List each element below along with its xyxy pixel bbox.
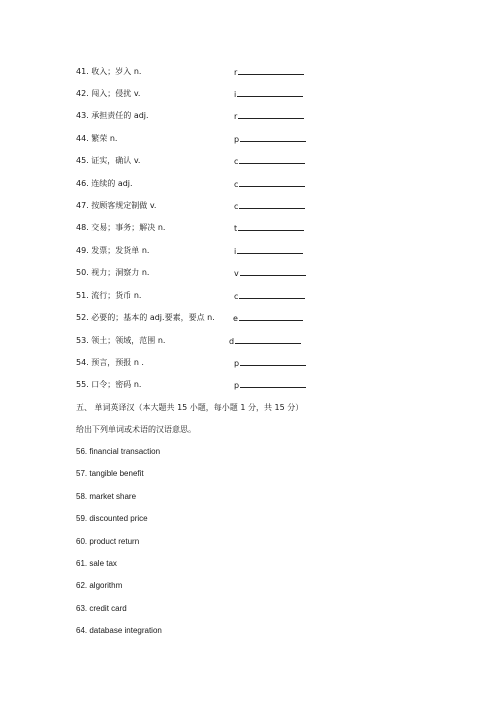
answer-blank-55[interactable]: p xyxy=(234,379,306,391)
question-50: 50. 视力；洞察力 n. xyxy=(76,268,150,277)
question-60: 60. product return xyxy=(76,537,140,546)
answer-blank-50[interactable]: v xyxy=(234,267,306,279)
answer-blank-46[interactable]: c xyxy=(234,178,305,190)
answer-blank-44[interactable]: p xyxy=(234,133,306,145)
question-52: 52. 必要的；基本的 adj.要素，要点 n. xyxy=(76,313,215,322)
question-53: 53. 领土；领域，范围 n. xyxy=(76,336,166,345)
answer-blank-48[interactable]: t xyxy=(234,222,304,234)
answer-blank-49[interactable]: i xyxy=(234,245,303,257)
question-56: 56. financial transaction xyxy=(76,447,161,456)
question-57: 57. tangible benefit xyxy=(76,469,144,478)
question-63: 63. credit card xyxy=(76,604,127,613)
answer-blank-42[interactable]: i xyxy=(234,88,303,100)
question-55: 55. 口令；密码 n. xyxy=(76,380,142,389)
question-46: 46. 连续的 adj. xyxy=(76,179,133,188)
question-54: 54. 预言，预报 n . xyxy=(76,358,144,367)
answer-blank-45[interactable]: c xyxy=(234,155,305,167)
question-42: 42. 闯入；侵扰 v. xyxy=(76,89,141,98)
question-62: 62. algorithm xyxy=(76,581,123,590)
question-59: 59. discounted price xyxy=(76,514,148,523)
question-58: 58. market share xyxy=(76,492,137,501)
question-47: 47. 按顾客规定制做 v. xyxy=(76,201,157,210)
question-51: 51. 流行；货币 n. xyxy=(76,291,142,300)
question-44: 44. 繁荣 n. xyxy=(76,134,118,143)
answer-blank-54[interactable]: p xyxy=(234,357,306,369)
answer-blank-51[interactable]: c xyxy=(234,290,305,302)
question-61: 61. sale tax xyxy=(76,559,117,568)
answer-blank-53[interactable]: d xyxy=(229,335,301,347)
answer-blank-47[interactable]: c xyxy=(234,200,305,212)
answer-blank-41[interactable]: r xyxy=(234,66,304,78)
question-43: 43. 承担责任的 adj. xyxy=(76,111,149,120)
section-five-instruction: 给出下列单词或术语的汉语意思。 xyxy=(76,425,196,434)
question-64: 64. database integration xyxy=(76,626,162,635)
question-41: 41. 收入；岁入 n. xyxy=(76,67,142,76)
question-45: 45. 证实，确认 v. xyxy=(76,156,141,165)
answer-blank-52[interactable]: e xyxy=(233,312,303,324)
question-48: 48. 交易；事务；解决 n. xyxy=(76,223,166,232)
answer-blank-43[interactable]: r xyxy=(234,110,304,122)
question-49: 49. 发票；发货单 n. xyxy=(76,246,150,255)
section-five-title: 五、 单词英译汉（本大题共 15 小题，每小题 1 分，共 15 分） xyxy=(76,403,304,412)
